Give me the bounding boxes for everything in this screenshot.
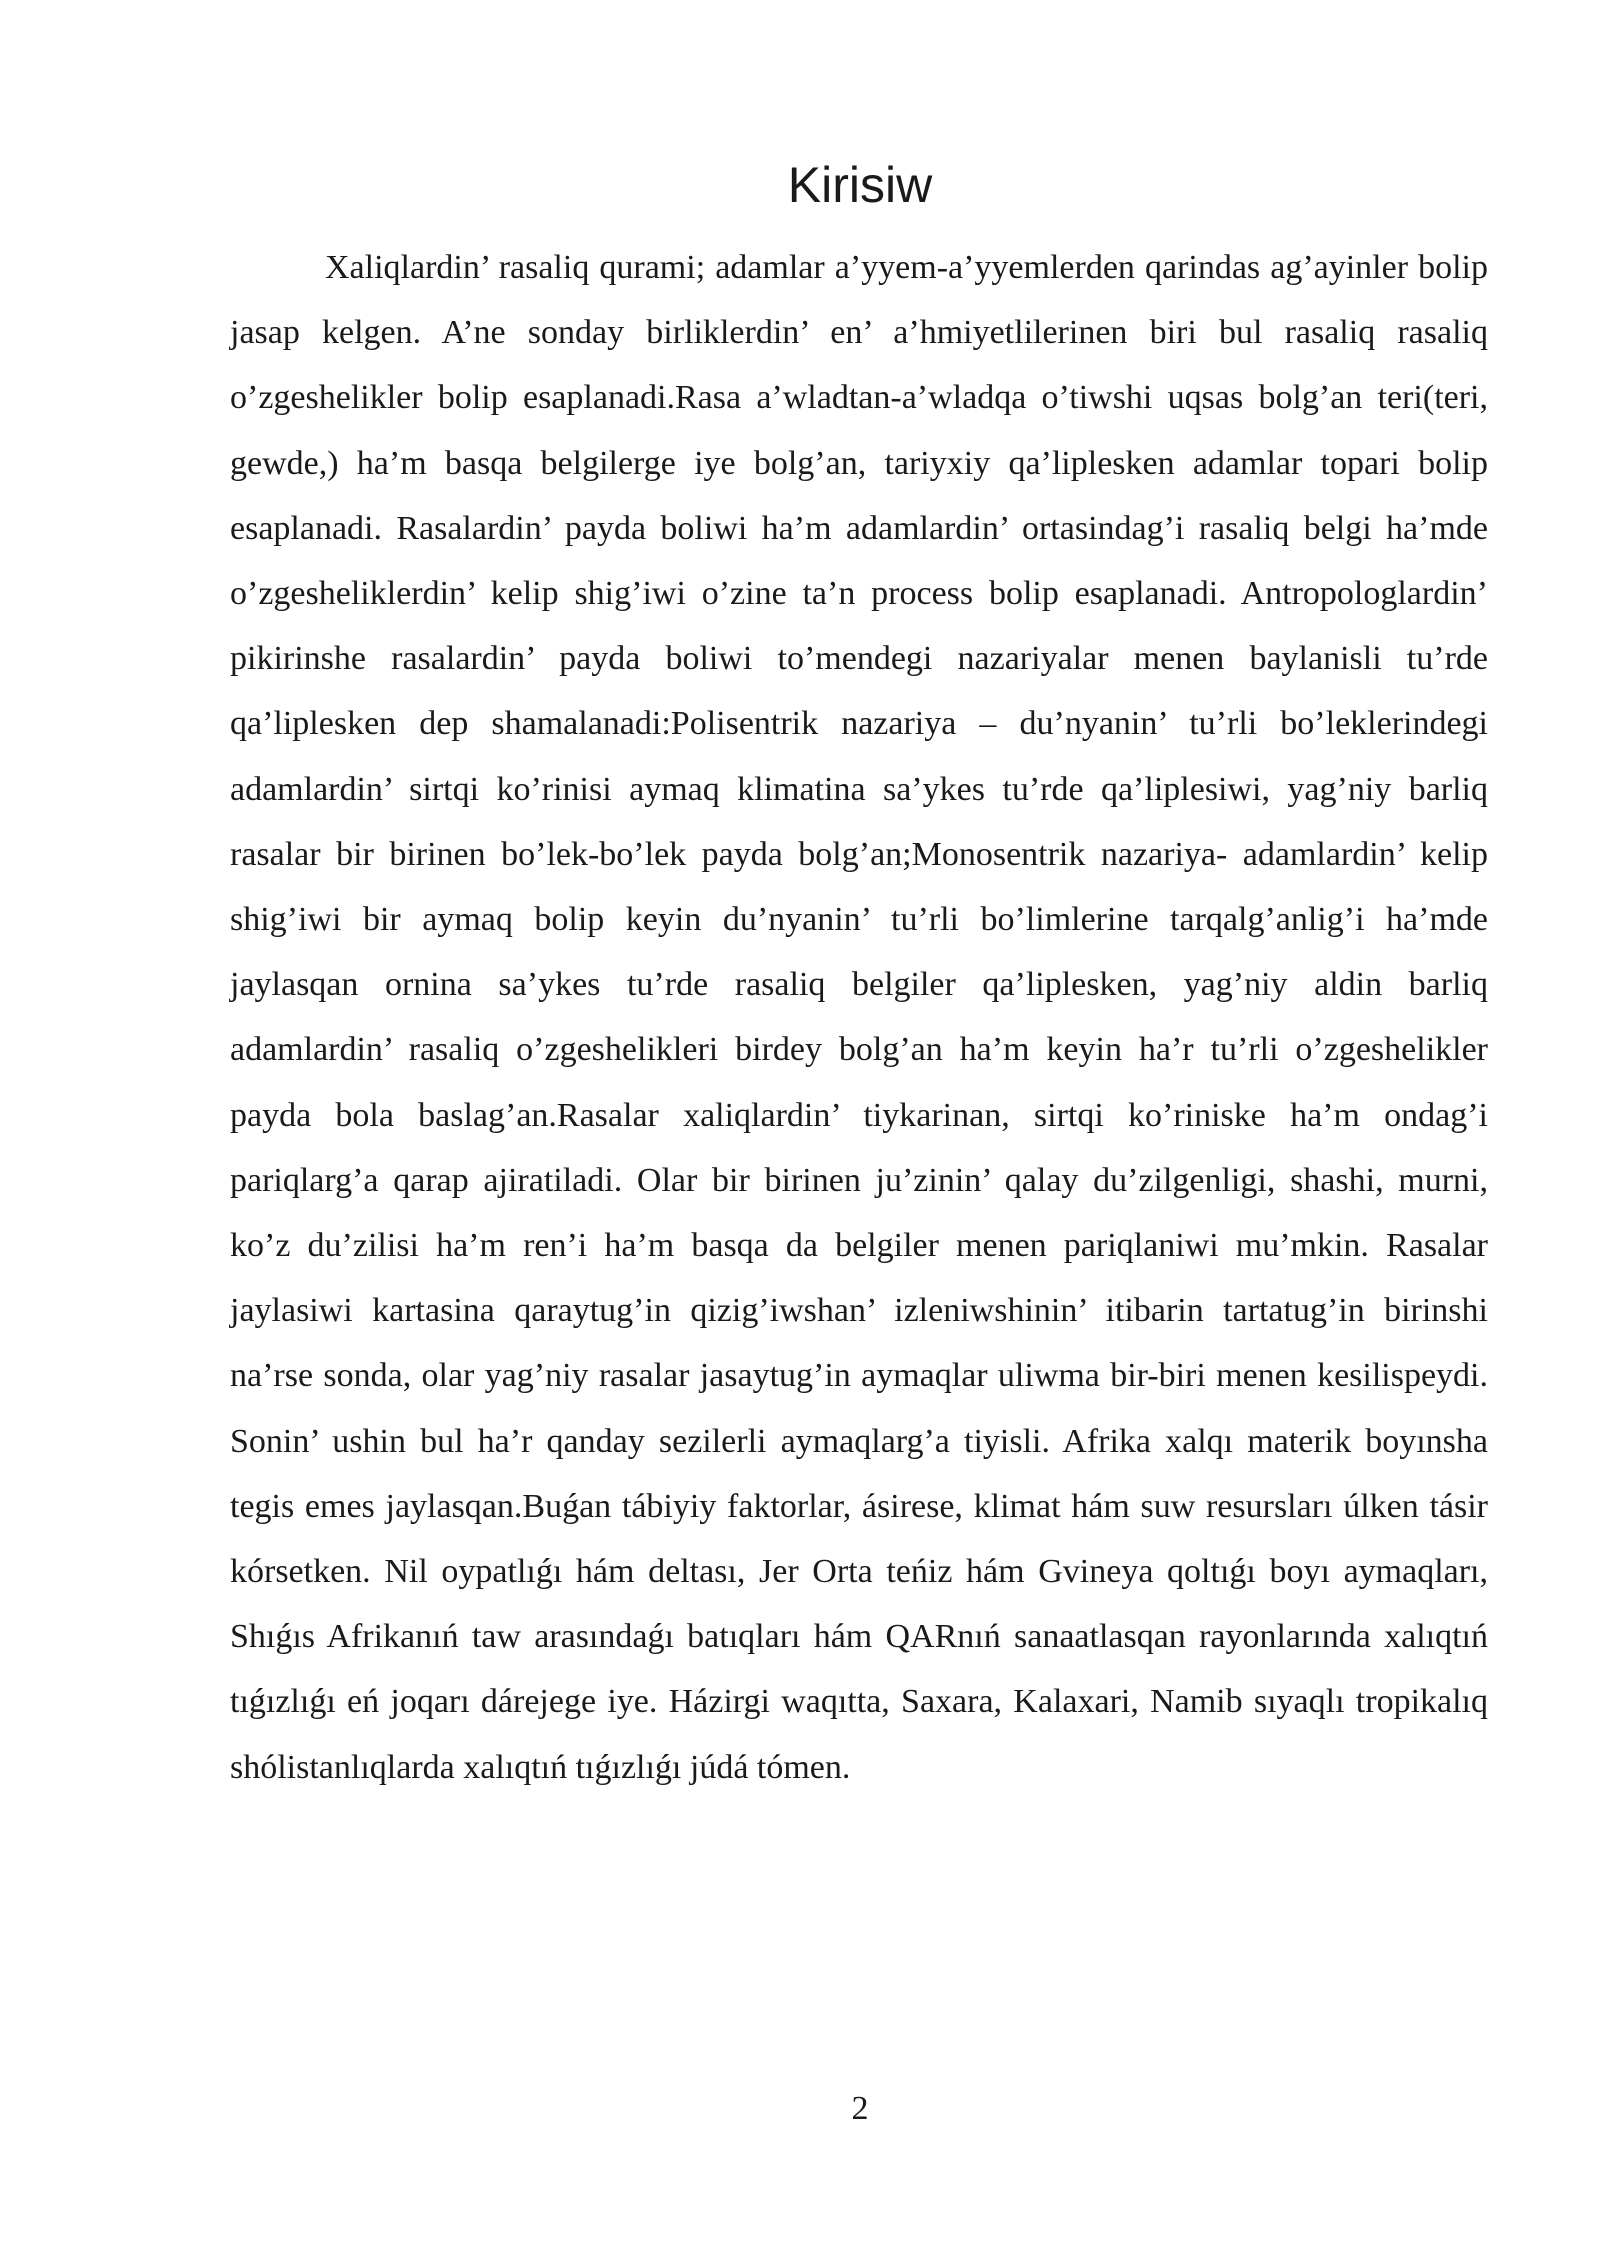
page-title: Kirisiw [787, 157, 933, 213]
body-paragraph: Xaliqlardin’ rasaliq qurami; adamlar a’yyem-a’yyemlerden qarindas ag’ayinler bolip jasap kelgen. A’ne sonday birliklerdin’ en’ a’hmiyetlilerinen biri bul rasaliq rasaliq o’zgeshelikler bolip esaplanadi.Rasa a’wladtan-a’wladqa o’tiwshi uqsas bolg’an teri(teri, gewde,) ha’m basqa belgilerge iye bolg’an, tariyxiy qa’liplesken adamlar topari bolip esaplanadi. Rasalardin’ payda boliwi ha’m adamlardin’ ortasindag’i rasaliq belgi ha’mde o’zgesheliklerdin’ kelip shig’iwi o’zine ta’n process bolip esaplanadi. Antropologlardin’ pikirinshe rasalardin’ payda boliwi to’mendegi nazariyalar menen baylanisli tu’rde qa’liplesken dep shamalanadi:Polisentrik nazariya – du’nyanin’ tu’rli bo’leklerindegi adamlardin’ sirtqi ko’rinisi aymaq klimatina sa’ykes tu’rde qa’liplesiwi, yag’niy barliq rasalar bir birinen bo’lek-bo’lek payda bolg’an;Monosentrik nazariya- adamlardin’ kelip shig’iwi bir aymaq bolip keyin du’nyanin’ tu’rli bo’limlerine tarqalg’anlig’i ha’mde jaylasqan ornina sa’ykes tu’rde rasaliq belgiler qa’liplesken, yag’niy aldin barliq adamlardin’ rasaliq o’zgeshelikleri birdey bolg’an ha’m keyin ha’r tu’rli o’zgeshelikler payda bola baslag’an.Rasalar xaliqlardin’ tiykarinan, sirtqi ko’riniske ha’m ondag’i pariqlarg’a qarap ajiratiladi. Olar bir birinen ju’zinin’ qalay du’zilgenligi, shashi, murni, ko’z du’zilisi ha’m ren’i ha’m basqa da belgiler menen pariqlaniwi mu’mkin. Rasalar jaylasiwi kartasina qaraytug’in qizig’iwshan’ izleniwshinin’ itibarin tartatug’in birinshi na’rse sonda, olar yag’niy rasalar jasaytug’in aymaqlar uliwma bir-biri menen kesilispeydi. Sonin’ ushin bul ha’r qanday sezilerli aymaqlarg’a tiyisli. Afrika xalqı materik boyınsha tegis emes jaylasqan.Buǵan tábiyiy faktorlar, ásirese, klimat hám suw resursları úlken tásir kórsetken. Nil oypatlıǵı hám deltası, Jer Orta teńiz hám Gvineya qoltıǵı boyı aymaqları, Shıǵıs Afrikanıń taw arasındaǵı batıqları hám QARnıń sanaatlasqan rayonlarında xalıqtıń tıǵızlıǵı eń joqarı dárejege iye. Házirgi waqıtta, Saxara, Kalaxari, Namib sıyaqlı tropikalıq shólistanlıqlarda xalıqtıń tıǵızlıǵı júdá tómen. [230, 249, 1488, 1786]
page-number: 2 [851, 2090, 869, 2127]
